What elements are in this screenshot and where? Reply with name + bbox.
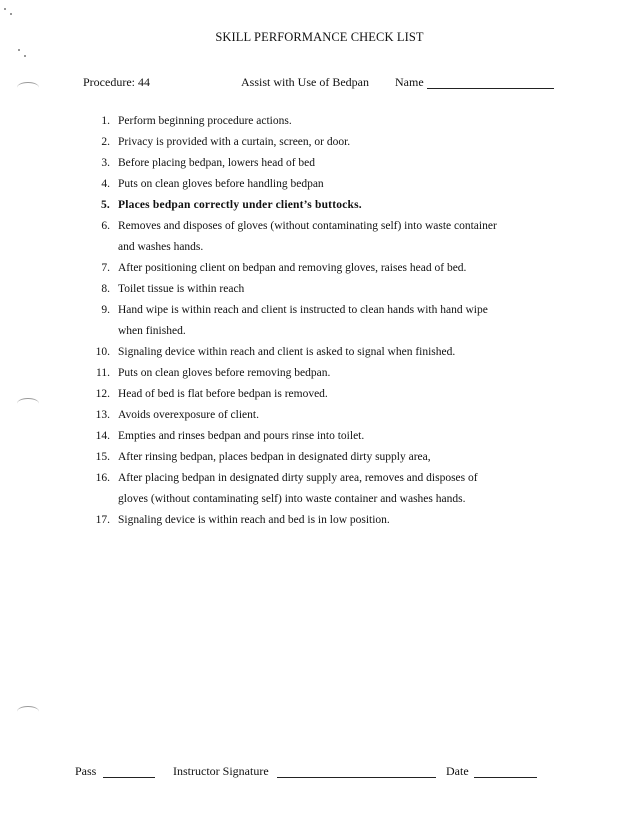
item-text: After positioning client on bedpan and removing gloves, raises head of bed.	[118, 262, 467, 274]
item-text: After rinsing bedpan, places bedpan in designated dirty supply area,	[118, 451, 431, 463]
list-item	[0, 426, 639, 447]
item-number: 6.	[101, 220, 110, 232]
item-text: Empties and rinses bedpan and pours rinse into toilet.	[118, 430, 365, 442]
item-text: and washes hands.	[118, 241, 204, 253]
item-number: 1.	[101, 115, 110, 127]
list-item	[0, 300, 639, 342]
list-item	[0, 342, 639, 363]
date-label: Date	[446, 764, 469, 778]
list-item	[0, 174, 639, 195]
name-label: Name	[395, 75, 424, 89]
list-item	[0, 468, 639, 510]
pass-field-line[interactable]	[103, 777, 155, 778]
item-text: when finished.	[118, 325, 186, 337]
instructor-signature-label: Instructor Signature	[173, 764, 269, 778]
item-text: Removes and disposes of gloves (without contaminating self) into waste container	[118, 220, 497, 232]
procedure-title: Assist with Use of Bedpan	[241, 75, 369, 89]
scan-speck	[24, 55, 26, 57]
list-item	[0, 405, 639, 426]
item-text: Puts on clean gloves before removing bedpan.	[118, 367, 331, 379]
list-item	[0, 153, 639, 174]
name-field-line[interactable]	[427, 88, 554, 89]
pass-label: Pass	[75, 764, 97, 778]
item-number: 2.	[101, 136, 110, 148]
scan-speck	[4, 8, 6, 10]
list-item	[0, 111, 639, 132]
item-number: 9.	[101, 304, 110, 316]
list-item	[0, 510, 639, 531]
item-number: 4.	[101, 178, 110, 190]
item-number: 13.	[95, 409, 110, 421]
page-title: SKILL PERFORMANCE CHECK LIST	[215, 30, 424, 44]
item-text: Puts on clean gloves before handling bedpan	[118, 178, 324, 190]
list-item	[0, 258, 639, 279]
instructor-signature-line[interactable]	[277, 777, 436, 778]
item-number: 5.	[100, 199, 110, 211]
procedure-label: Procedure: 44	[83, 75, 150, 89]
item-text: Avoids overexposure of client.	[118, 409, 259, 421]
list-item	[0, 363, 639, 384]
item-text: Signaling device is within reach and bed is in low position.	[118, 514, 390, 526]
list-item	[0, 279, 639, 300]
scan-speck	[10, 13, 12, 15]
item-number: 15.	[95, 451, 110, 463]
item-text: Head of bed is flat before bedpan is removed.	[118, 388, 328, 400]
item-text: Privacy is provided with a curtain, screen, or door.	[118, 136, 351, 148]
item-number: 14.	[95, 430, 110, 442]
list-item	[0, 447, 639, 468]
item-number: 10.	[95, 346, 110, 358]
item-number: 12.	[95, 388, 110, 400]
item-number: 3.	[101, 157, 110, 169]
list-item	[0, 384, 639, 405]
procedure-header	[0, 75, 639, 95]
item-text: Places bedpan correctly under client’s buttocks.	[118, 199, 362, 211]
item-text: After placing bedpan in designated dirty supply area, removes and disposes of	[118, 472, 478, 484]
punch-hole-mark	[17, 706, 39, 717]
signature-footer	[0, 764, 639, 784]
item-text: Perform beginning procedure actions.	[118, 115, 292, 127]
list-item	[0, 132, 639, 153]
item-number: 8.	[101, 283, 110, 295]
item-text: Toilet tissue is within reach	[118, 283, 245, 295]
list-item	[0, 216, 639, 258]
item-text: gloves (without contaminating self) into waste container and washes hands.	[118, 493, 466, 505]
item-number: 16.	[95, 472, 110, 484]
item-number: 7.	[101, 262, 110, 274]
item-number: 11.	[96, 367, 110, 379]
item-text: Before placing bedpan, lowers head of bed	[118, 157, 316, 169]
date-field-line[interactable]	[474, 777, 537, 778]
list-item	[0, 195, 639, 216]
item-text: Signaling device within reach and client is asked to signal when finished.	[118, 346, 456, 358]
item-text: Hand wipe is within reach and client is instructed to clean hands with hand wipe	[118, 304, 488, 316]
item-number: 17.	[95, 514, 110, 526]
scan-speck	[18, 49, 20, 51]
